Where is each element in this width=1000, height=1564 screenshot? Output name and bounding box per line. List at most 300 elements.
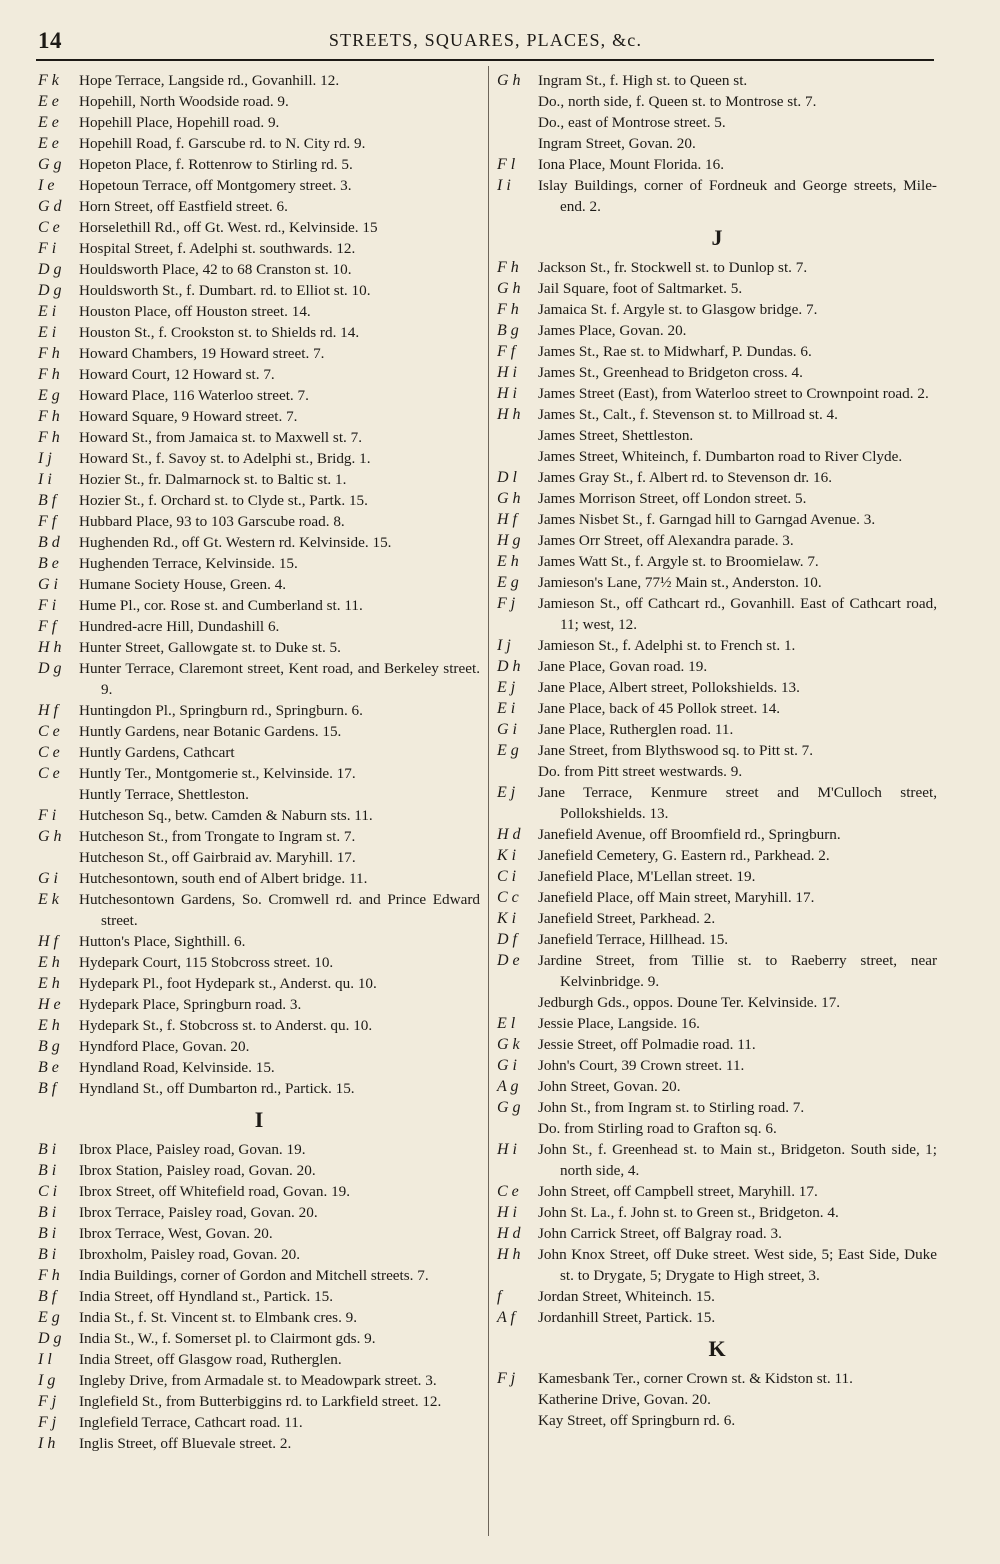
grid-reference: F j	[497, 1370, 516, 1387]
directory-entry	[497, 992, 937, 1013]
directory-entry	[38, 742, 480, 763]
entry-text: Hutchesontown, south end of Albert bridge. 11.	[79, 870, 368, 887]
directory-entry	[38, 448, 480, 469]
entry-text: Ibroxholm, Paisley road, Govan. 20.	[79, 1246, 301, 1263]
grid-reference: B f	[38, 1080, 57, 1097]
directory-entry	[497, 509, 937, 530]
entry-text: Houston St., f. Crookston st. to Shields rd. 14.	[79, 324, 360, 341]
running-head: STREETS, SQUARES, PLACES, &c.	[328, 30, 643, 50]
grid-reference: I e	[38, 177, 55, 194]
entry-text: Ibrox Station, Paisley road, Govan. 20.	[79, 1162, 316, 1179]
grid-reference: C e	[38, 219, 60, 236]
directory-entry	[38, 889, 480, 931]
entry-text: Janefield Place, off Main street, Maryhill. 17.	[538, 889, 815, 906]
directory-entry	[38, 1015, 480, 1036]
entry-text: Hunter Street, Gallowgate st. to Duke st. 5.	[79, 639, 341, 656]
left-column	[38, 70, 480, 1454]
grid-reference: C e	[497, 1183, 519, 1200]
entry-text: Hubbard Place, 93 to 103 Garscube road. 8.	[79, 513, 345, 530]
column-divider	[488, 66, 489, 1536]
grid-reference: G h	[497, 72, 521, 89]
entry-text: Houldsworth Place, 42 to 68 Cranston st. 10.	[79, 261, 352, 278]
grid-reference: B d	[38, 534, 60, 551]
grid-reference: E k	[38, 891, 59, 908]
grid-reference: D g	[38, 1330, 62, 1347]
grid-reference: F l	[497, 156, 516, 173]
directory-entry	[38, 1349, 480, 1370]
directory-entry	[497, 133, 937, 154]
directory-entry	[497, 1181, 937, 1202]
grid-reference: F h	[38, 345, 60, 362]
directory-entry	[38, 91, 480, 112]
entry-text: James Place, Govan. 20.	[538, 322, 687, 339]
right-column	[497, 70, 937, 1431]
directory-entry	[38, 637, 480, 658]
entry-text: Inglis Street, off Bluevale street. 2.	[79, 1435, 292, 1452]
entry-text: Hydepark Place, Springburn road. 3.	[79, 996, 302, 1013]
grid-reference: E e	[38, 93, 59, 110]
directory-entry	[497, 887, 937, 908]
entry-text: Huntly Terrace, Shettleston.	[79, 786, 249, 803]
entry-text: Inglefield St., from Butterbiggins rd. to Larkfield street. 12.	[79, 1393, 442, 1410]
grid-reference: I j	[497, 637, 511, 654]
entry-text: Ibrox Street, off Whitefield road, Govan. 19.	[79, 1183, 351, 1200]
entry-text: James Morrison Street, off London street. 5.	[538, 490, 807, 507]
grid-reference: B g	[497, 322, 519, 339]
grid-reference: H h	[497, 1246, 521, 1263]
entry-text: Hutcheson St., from Trongate to Ingram st. 7.	[79, 828, 356, 845]
entry-text: Hunter Terrace, Claremont street, Kent road, and Berkeley street. 9.	[79, 660, 480, 698]
entry-text: James St., Rae st. to Midwharf, P. Dundas. 6.	[538, 343, 812, 360]
entry-text: Howard St., from Jamaica st. to Maxwell st. 7.	[79, 429, 363, 446]
directory-entry	[38, 1433, 480, 1454]
grid-reference: E g	[38, 387, 60, 404]
entry-text: Humane Society House, Green. 4.	[79, 576, 287, 593]
directory-entry	[497, 740, 937, 761]
grid-reference: E e	[38, 135, 59, 152]
directory-entry	[38, 280, 480, 301]
directory-entry	[497, 383, 937, 404]
directory-entry	[38, 112, 480, 133]
entry-text: Hutchesontown Gardens, So. Cromwell rd. and Prince Edward street.	[79, 891, 480, 929]
directory-entry	[38, 1244, 480, 1265]
page-number: 14	[38, 28, 62, 53]
directory-entry	[497, 467, 937, 488]
entry-text: Howard St., f. Savoy st. to Adelphi st., Bridg. 1.	[79, 450, 371, 467]
grid-reference: I i	[497, 177, 511, 194]
entry-text: Hughenden Rd., off Gt. Western rd. Kelvinside. 15.	[79, 534, 392, 551]
entry-text: James Street, Whiteinch, f. Dumbarton road to River Clyde.	[538, 448, 903, 465]
entry-text: Jamaica St. f. Argyle st. to Glasgow bridge. 7.	[538, 301, 818, 318]
grid-reference: F i	[38, 807, 57, 824]
grid-reference: F j	[38, 1414, 57, 1431]
grid-reference: H h	[38, 639, 62, 656]
entry-text: Jamieson St., f. Adelphi st. to French st. 1.	[538, 637, 796, 654]
directory-entry	[38, 259, 480, 280]
directory-entry	[38, 574, 480, 595]
directory-entry	[497, 719, 937, 740]
entry-text: Jamieson's Lane, 77½ Main st., Anderston. 10.	[538, 574, 822, 591]
entry-text: Jail Square, foot of Saltmarket. 5.	[538, 280, 743, 297]
entry-text: Howard Chambers, 19 Howard street. 7.	[79, 345, 325, 362]
directory-entry	[497, 1307, 937, 1328]
entry-text: Jardine Street, from Tillie st. to Raeberry street, near Kelvinbridge. 9.	[538, 952, 937, 990]
grid-reference: F j	[38, 1393, 57, 1410]
entry-text: Hughenden Terrace, Kelvinside. 15.	[79, 555, 298, 572]
grid-reference: C i	[497, 868, 517, 885]
entry-text: Jane Place, Govan road. 19.	[538, 658, 708, 675]
entry-text: Jamieson St., off Cathcart rd., Govanhill. East of Cathcart road, 11; west, 12.	[538, 595, 937, 633]
directory-entry	[38, 364, 480, 385]
entry-text: Ingleby Drive, from Armadale st. to Meadowpark street. 3.	[79, 1372, 437, 1389]
entry-text: John St., f. Greenhead st. to Main st., Bridgeton. South side, 1; north side, 4.	[538, 1141, 937, 1179]
grid-reference: G i	[497, 721, 517, 738]
entry-text: Huntly Gardens, Cathcart	[79, 744, 235, 761]
entry-text: Hopetoun Terrace, off Montgomery street. 3.	[79, 177, 352, 194]
entry-text: John Knox Street, off Duke street. West side, 5; East Side, Duke st. to Drygate, 5; Drygate to High street, 3.	[538, 1246, 937, 1284]
directory-entry	[38, 1265, 480, 1286]
grid-reference: E i	[497, 700, 516, 717]
directory-entry	[38, 1328, 480, 1349]
directory-entry	[497, 446, 937, 467]
grid-reference: F h	[497, 259, 519, 276]
grid-reference: C e	[38, 723, 60, 740]
entry-text: John's Court, 39 Crown street. 11.	[538, 1057, 745, 1074]
directory-entry	[497, 1118, 937, 1139]
entry-text: Ibrox Terrace, West, Govan. 20.	[79, 1225, 273, 1242]
grid-reference: F h	[38, 1267, 60, 1284]
grid-reference: B i	[38, 1225, 57, 1242]
directory-entry	[38, 1370, 480, 1391]
entry-text: Islay Buildings, corner of Fordneuk and George streets, Mile-end. 2.	[538, 177, 937, 215]
grid-reference: H i	[497, 1204, 517, 1221]
grid-reference: H h	[497, 406, 521, 423]
entry-text: Huntly Ter., Montgomerie st., Kelvinside. 17.	[79, 765, 356, 782]
letter-heading: J	[711, 225, 723, 250]
entry-text: Horn Street, off Eastfield street. 6.	[79, 198, 288, 215]
grid-reference: C e	[38, 744, 60, 761]
directory-entry	[497, 929, 937, 950]
directory-entry	[38, 1223, 480, 1244]
directory-entry	[38, 427, 480, 448]
directory-entry	[497, 175, 937, 217]
directory-entry	[38, 826, 480, 847]
directory-entry	[38, 532, 480, 553]
directory-entry	[38, 721, 480, 742]
directory-entry	[38, 406, 480, 427]
entry-text: Jane Street, from Blythswood sq. to Pitt st. 7.	[538, 742, 814, 759]
directory-entry	[38, 1286, 480, 1307]
entry-text: James Orr Street, off Alexandra parade. 3.	[538, 532, 794, 549]
entry-text: Hyndland Road, Kelvinside. 15.	[79, 1059, 275, 1076]
grid-reference: H d	[497, 826, 521, 843]
grid-reference: B f	[38, 492, 57, 509]
directory-entry	[38, 217, 480, 238]
letter-heading: I	[254, 1107, 264, 1132]
entry-text: Hutcheson Sq., betw. Camden & Naburn sts. 11.	[79, 807, 373, 824]
entry-text: Hundred-acre Hill, Dundashill 6.	[79, 618, 280, 635]
grid-reference: H e	[38, 996, 61, 1013]
directory-entry	[497, 1139, 937, 1181]
directory-entry	[497, 1097, 937, 1118]
grid-reference: D l	[497, 469, 517, 486]
grid-reference: G i	[38, 870, 58, 887]
grid-reference: C c	[497, 889, 519, 906]
directory-entry	[497, 425, 937, 446]
entry-text: Hutton's Place, Sighthill. 6.	[79, 933, 246, 950]
grid-reference: E g	[497, 742, 519, 759]
directory-entry	[497, 70, 937, 91]
directory-entry	[497, 278, 937, 299]
grid-reference: F h	[497, 301, 519, 318]
grid-reference: F f	[38, 618, 57, 635]
directory-entry	[38, 238, 480, 259]
entry-text: Jessie Place, Langside. 16.	[538, 1015, 700, 1032]
grid-reference: G h	[497, 280, 521, 297]
entry-text: Jordanhill Street, Partick. 15.	[538, 1309, 716, 1326]
grid-reference: E h	[497, 553, 519, 570]
directory-entry	[497, 1410, 937, 1431]
grid-reference: B g	[38, 1038, 60, 1055]
directory-entry	[38, 658, 480, 700]
directory-entry	[497, 1202, 937, 1223]
entry-text: James Street, Shettleston.	[538, 427, 694, 444]
grid-reference: B i	[38, 1141, 57, 1158]
entry-text: Hope Terrace, Langside rd., Govanhill. 12.	[79, 72, 340, 89]
entry-text: Huntly Gardens, near Botanic Gardens. 15.	[79, 723, 342, 740]
entry-text: India Buildings, corner of Gordon and Mitchell streets. 7.	[79, 1267, 429, 1284]
entry-text: Howard Court, 12 Howard st. 7.	[79, 366, 275, 383]
grid-reference: H f	[38, 702, 58, 719]
entry-text: Ibrox Place, Paisley road, Govan. 19.	[79, 1141, 306, 1158]
directory-entry	[38, 133, 480, 154]
directory-entry	[38, 343, 480, 364]
entry-text: Hyndford Place, Govan. 20.	[79, 1038, 250, 1055]
entry-text: Hutcheson St., off Gairbraid av. Maryhill. 17.	[79, 849, 356, 866]
entry-text: Katherine Drive, Govan. 20.	[538, 1391, 711, 1408]
directory-entry	[497, 362, 937, 383]
directory-entry	[38, 616, 480, 637]
entry-text: Horselethill Rd., off Gt. West. rd., Kelvinside. 15	[79, 219, 378, 236]
grid-reference: H i	[497, 1141, 517, 1158]
grid-reference: F i	[38, 597, 57, 614]
grid-reference: B f	[38, 1288, 57, 1305]
grid-reference: H i	[497, 364, 517, 381]
directory-entry	[497, 1013, 937, 1034]
entry-text: Janefield Cemetery, G. Eastern rd., Parkhead. 2.	[538, 847, 830, 864]
entry-text: John Street, off Campbell street, Maryhill. 17.	[538, 1183, 818, 1200]
grid-reference: E h	[38, 954, 60, 971]
directory-entry	[38, 1139, 480, 1160]
directory-entry	[497, 761, 937, 782]
entry-text: Do., east of Montrose street. 5.	[538, 114, 726, 131]
directory-entry	[497, 1244, 937, 1286]
grid-reference: H f	[497, 511, 517, 528]
grid-reference: E l	[497, 1015, 516, 1032]
directory-entry	[38, 490, 480, 511]
letter-heading: K	[708, 1336, 726, 1361]
directory-entry	[497, 154, 937, 175]
grid-reference: F k	[38, 72, 59, 89]
grid-reference: G d	[38, 198, 62, 215]
entry-text: India Street, off Glasgow road, Rutherglen.	[79, 1351, 342, 1368]
entry-text: India St., W., f. Somerset pl. to Clairmont gds. 9.	[79, 1330, 376, 1347]
entry-text: Ibrox Terrace, Paisley road, Govan. 20.	[79, 1204, 318, 1221]
grid-reference: G k	[497, 1036, 520, 1053]
directory-entry	[38, 1181, 480, 1202]
directory-entry	[38, 931, 480, 952]
directory-entry	[38, 1057, 480, 1078]
grid-reference: D e	[497, 952, 520, 969]
directory-entry	[38, 868, 480, 889]
grid-reference: F f	[497, 343, 516, 360]
directory-entry	[38, 511, 480, 532]
header-rule	[36, 59, 934, 61]
directory-entry	[38, 700, 480, 721]
grid-reference: f	[497, 1288, 502, 1305]
entry-text: Ingram Street, Govan. 20.	[538, 135, 696, 152]
directory-entry	[38, 553, 480, 574]
grid-reference: C i	[38, 1183, 58, 1200]
directory-entry	[38, 1412, 480, 1433]
entry-text: Hospital Street, f. Adelphi st. southwards. 12.	[79, 240, 356, 257]
directory-entry	[497, 866, 937, 887]
grid-reference: B i	[38, 1204, 57, 1221]
directory-entry	[497, 404, 937, 425]
grid-reference: H g	[497, 532, 521, 549]
entry-text: John St. La., f. John st. to Green st., Bridgeton. 4.	[538, 1204, 839, 1221]
directory-entry	[497, 257, 937, 278]
entry-text: Do. from Stirling road to Grafton sq. 6.	[538, 1120, 777, 1137]
entry-text: John Carrick Street, off Balgray road. 3.	[538, 1225, 782, 1242]
directory-entry	[38, 70, 480, 91]
grid-reference: F f	[38, 513, 57, 530]
entry-text: Hydepark Pl., foot Hydepark st., Anderst. qu. 10.	[79, 975, 377, 992]
grid-reference: G h	[38, 828, 62, 845]
page-header	[38, 26, 933, 56]
entry-text: Hyndland St., off Dumbarton rd., Partick. 15.	[79, 1080, 355, 1097]
grid-reference: C e	[38, 765, 60, 782]
grid-reference: I g	[38, 1372, 56, 1389]
grid-reference: H f	[38, 933, 58, 950]
entry-text: Kamesbank Ter., corner Crown st. & Kidston st. 11.	[538, 1370, 853, 1387]
directory-entry	[38, 847, 480, 868]
directory-entry	[497, 1286, 937, 1307]
entry-text: Inglefield Terrace, Cathcart road. 11.	[79, 1414, 303, 1431]
grid-reference: A g	[497, 1078, 519, 1095]
grid-reference: E j	[497, 679, 516, 696]
grid-reference: E i	[38, 303, 57, 320]
directory-entry	[38, 322, 480, 343]
directory-entry	[497, 824, 937, 845]
entry-text: John Street, Govan. 20.	[538, 1078, 681, 1095]
entry-text: Hozier St., f. Orchard st. to Clyde st., Partk. 15.	[79, 492, 368, 509]
entry-text: Jedburgh Gds., oppos. Doune Ter. Kelvinside. 17.	[538, 994, 841, 1011]
grid-reference: F h	[38, 366, 60, 383]
entry-text: Hopehill Road, f. Garscube rd. to N. City rd. 9.	[79, 135, 366, 152]
grid-reference: K i	[497, 910, 517, 927]
grid-reference: B i	[38, 1162, 57, 1179]
entry-text: Jane Place, Albert street, Pollokshields. 13.	[538, 679, 800, 696]
entry-text: James St., Calt., f. Stevenson st. to Millroad st. 4.	[538, 406, 838, 423]
grid-reference: I l	[38, 1351, 52, 1368]
directory-entry	[497, 908, 937, 929]
grid-reference: E j	[497, 784, 516, 801]
directory-entry	[38, 973, 480, 994]
entry-text: Jordan Street, Whiteinch. 15.	[538, 1288, 715, 1305]
directory-entry	[497, 677, 937, 698]
directory-entry	[38, 805, 480, 826]
directory-entry	[38, 196, 480, 217]
entry-text: Huntingdon Pl., Springburn rd., Springburn. 6.	[79, 702, 363, 719]
directory-entry	[497, 530, 937, 551]
directory-entry	[38, 154, 480, 175]
entry-text: Howard Square, 9 Howard street. 7.	[79, 408, 298, 425]
grid-reference: G h	[497, 490, 521, 507]
grid-reference: I h	[38, 1435, 56, 1452]
directory-entry	[497, 1076, 937, 1097]
entry-text: Jackson St., fr. Stockwell st. to Dunlop st. 7.	[538, 259, 808, 276]
entry-text: Hydepark St., f. Stobcross st. to Anderst. qu. 10.	[79, 1017, 373, 1034]
directory-entry	[497, 299, 937, 320]
entry-text: Houldsworth St., f. Dumbart. rd. to Elliot st. 10.	[79, 282, 371, 299]
directory-entry	[38, 1036, 480, 1057]
entry-text: Iona Place, Mount Florida. 16.	[538, 156, 725, 173]
grid-reference: E e	[38, 114, 59, 131]
entry-text: Janefield Street, Parkhead. 2.	[538, 910, 716, 927]
entry-text: Kay Street, off Springburn rd. 6.	[538, 1412, 736, 1429]
directory-entry	[38, 1160, 480, 1181]
directory-entry	[38, 1078, 480, 1099]
directory-entry	[497, 341, 937, 362]
directory-entry	[38, 952, 480, 973]
entry-text: India Street, off Hyndland st., Partick. 15.	[79, 1288, 334, 1305]
grid-reference: H i	[497, 385, 517, 402]
entry-text: Janefield Terrace, Hillhead. 15.	[538, 931, 729, 948]
entry-text: Jane Terrace, Kenmure street and M'Culloch street, Pollokshields. 13.	[538, 784, 937, 822]
grid-reference: F h	[38, 408, 60, 425]
directory-entry	[497, 1389, 937, 1410]
grid-reference: D g	[38, 660, 62, 677]
directory-entry	[38, 1202, 480, 1223]
entry-text: James Nisbet St., f. Garngad hill to Garngad Avenue. 3.	[538, 511, 876, 528]
grid-reference: E h	[38, 1017, 60, 1034]
directory-entry	[497, 551, 937, 572]
directory-entry	[497, 1055, 937, 1076]
directory-entry	[497, 572, 937, 593]
grid-reference: E i	[38, 324, 57, 341]
grid-reference: G i	[38, 576, 58, 593]
entry-text: Hozier St., fr. Dalmarnock st. to Baltic st. 1.	[79, 471, 347, 488]
directory-entry	[497, 698, 937, 719]
directory-entry	[38, 175, 480, 196]
grid-reference: A f	[497, 1309, 515, 1326]
directory-entry	[38, 763, 480, 784]
directory-entry	[497, 593, 937, 635]
entry-text: Howard Place, 116 Waterloo street. 7.	[79, 387, 309, 404]
grid-reference: G g	[497, 1099, 521, 1116]
directory-entry	[497, 112, 937, 133]
entry-text: James St., Greenhead to Bridgeton cross. 4.	[538, 364, 803, 381]
grid-reference: D g	[38, 261, 62, 278]
grid-reference: B e	[38, 1059, 59, 1076]
grid-reference: E g	[497, 574, 519, 591]
grid-reference: I i	[38, 471, 52, 488]
entry-text: Houston Place, off Houston street. 14.	[79, 303, 311, 320]
directory-entry	[38, 301, 480, 322]
entry-text: Jane Place, back of 45 Pollok street. 14.	[538, 700, 781, 717]
directory-entry	[497, 635, 937, 656]
